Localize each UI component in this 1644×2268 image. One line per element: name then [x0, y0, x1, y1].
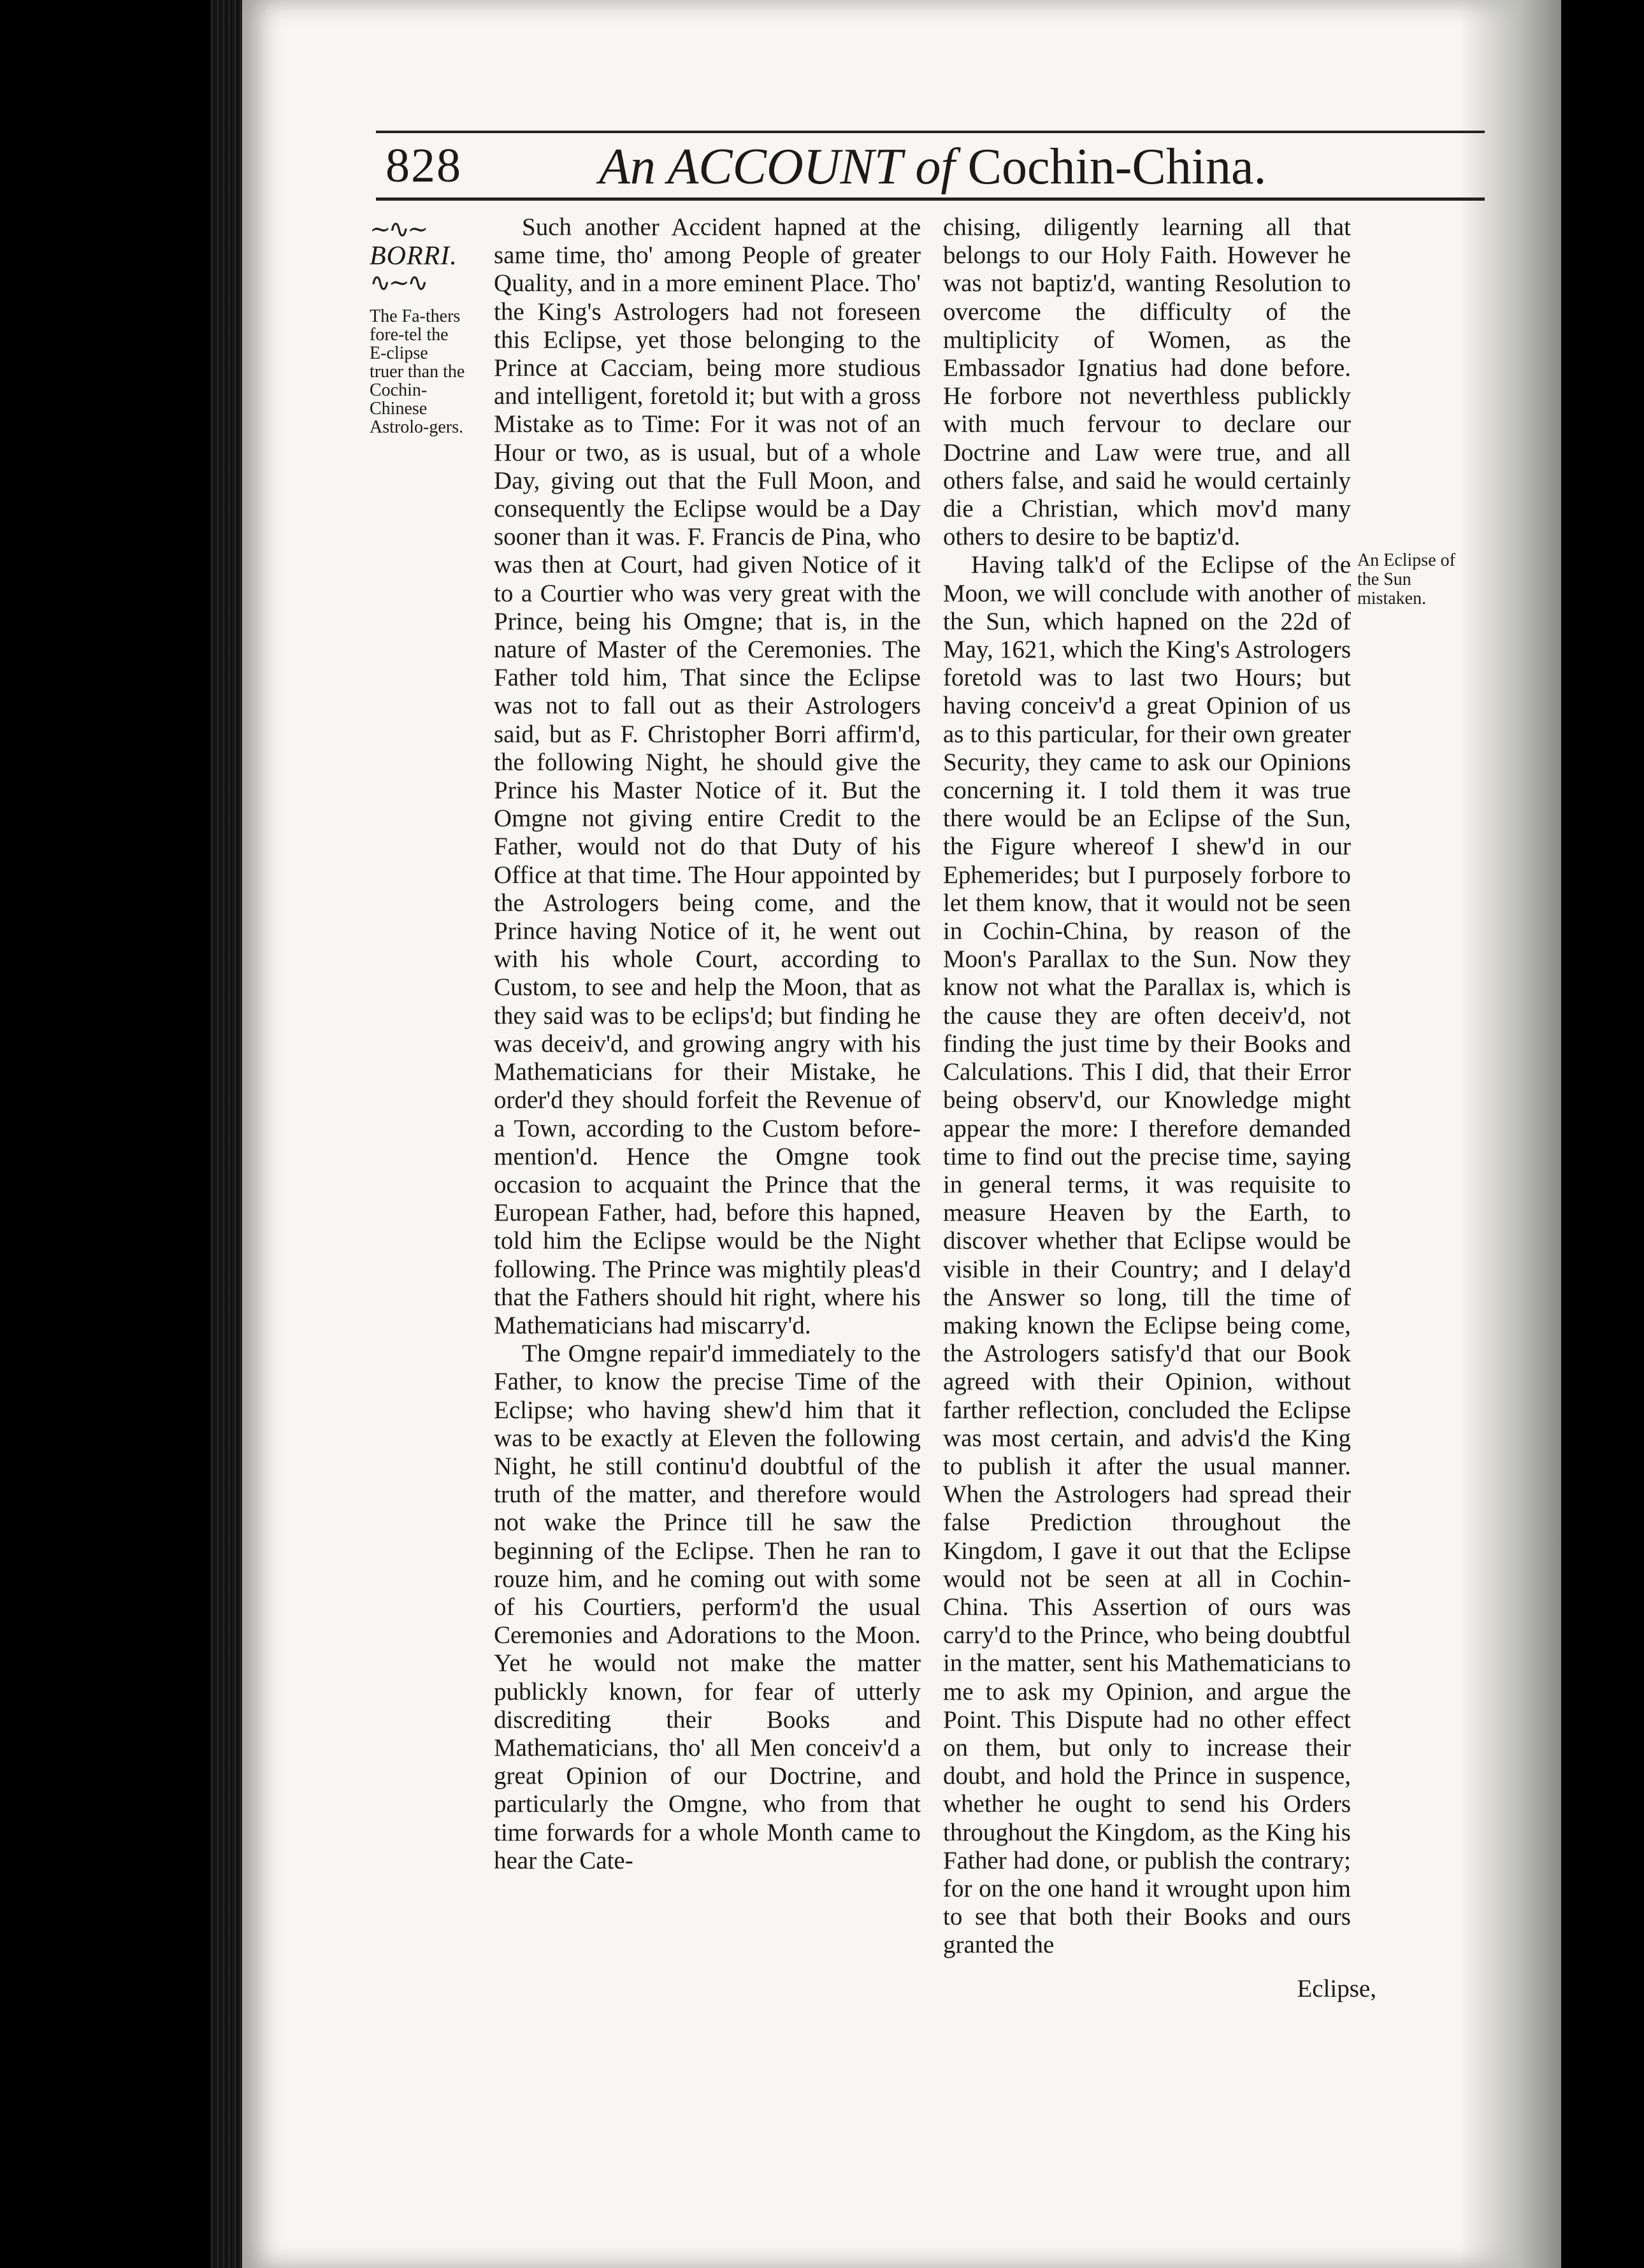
text-column-right [943, 213, 1351, 1960]
margin-author-name: BORRI. [370, 241, 458, 271]
paragraph: Such another Accident hapned at the same time, tho' among People of greater Quality, and in a more eminent Place. Tho' the King's Astrologers had not foreseen this Eclipse, yet those belonging to the Prince at Cacciam, being more studious and intelligent, foretold it; but with a gross Mistake as to Time: For it was not of an Hour or two, as is usual, but of a whole Day, giving out that the Full Moon, and consequently the Eclipse would be a Day sooner than it was. F. Francis de Pina, who was then at Court, had given Notice of it to a Courtier who was very great with the Prince, being his Omgne; that is, in the nature of Master of the Ceremonies. The Father told him, That since the Eclipse was not to fall out as their Astrologers said, but as F. Christopher Borri affirm'd, the following Night, he should give the Prince his Master Notice of it. But the Omgne not giving entire Credit to the Father, would not do that Duty of his Office at that time. The Hour appointed by the Astrologers being come, and the Prince having Notice of it, he went out with his whole Court, according to Custom, to see and help the Moon, that as they said was to be eclips'd; but finding he was deceiv'd, and growing angry with his Mathematicians for their Mistake, he order'd they should forfeit the Revenue of a Town, according to the Custom before-mention'd. Hence the Omgne took occasion to acquaint the Prince that the European Father, had, before this hapned, told him the Eclipse would be the Night following. The Prince was mightily pleas'd that the Fathers should hit right, where his Mathematicians had miscarry'd. [494, 213, 921, 1339]
margin-note-left: The Fa-thers fore-tel the E-clipse truer than the Cochin-Chinese Astrolo-gers. [370, 306, 465, 437]
header-top-rule [376, 131, 1485, 133]
paragraph: The Omgne repair'd immediately to the Father, to know the precise Time of the Eclipse; who having shew'd him that it was to be exactly at Eleven the following Night, he still continu'd doubtful of the truth of the matter, and therefore would not wake the Prince till he saw the beginning of the Eclipse. Then he ran to rouze him, and he coming out with some of his Courtiers, perform'd the usual Ceremonies and Adorations to the Moon. Yet he would not make the matter publickly known, for fear of utterly discrediting their Books and Mathematicians, tho' all Men conceiv'd a great Opinion of our Doctrine, and particularly the Omgne, who from that time forwards for a whole Month came to hear the Cate- [494, 1340, 921, 1874]
text-column-left [494, 213, 921, 1875]
catchword: Eclipse, [1297, 1975, 1376, 2002]
running-title-of: of [915, 139, 955, 195]
page-gutter-shadow [1459, 0, 1561, 2268]
paragraph: chising, diligently learning all that belongs to our Holy Faith. However he was not baptiz'd, wanting Resolution to overcome the difficulty of the multiplicity of Women, as the Embassador Ignatius had done before. He forbore not neverthless publickly with much fervour to declare our Doctrine and Law were true, and all others false, and said he would certainly die a Christian, which mov'd many others to desire to be baptiz'd. [943, 213, 1351, 551]
paragraph: Having talk'd of the Eclipse of the Moon, we will conclude with another of the Sun, which hapned on the 22d of May, 1621, which the King's Astrologers foretold was to last two Hours; but having conceiv'd a great Opinion of us as to this particular, for their own greater Security, they came to ask our Opinions concerning it. I told them it was true there would be an Eclipse of the Sun, the Figure whereof I shew'd in our Ephemerides; but I purposely forbore to let them know, that it would not be seen in Cochin-China, by reason of the Moon's Parallax to the Sun. Now they know not what the Parallax is, which is the cause they are often deceiv'd, not finding the just time by their Books and Calculations. This I did, that their Error being observ'd, our Knowledge might appear the more: I therefore demanded time to find out the precise time, saying in general terms, it was requisite to measure Heaven by the Earth, to discover whether that Eclipse would be visible in their Country; and I delay'd the Answer so long, till the time of making known the Eclipse being come, the Astrologers satisfy'd that our Book agreed with their Opinion, without farther reflection, concluded the Eclipse was most certain, and advis'd the King to publish it after the usual manner. When the Astrologers had spread their false Prediction throughout the Kingdom, I gave it out that the Eclipse would not be seen at all in Cochin-China. This Assertion of ours was carry'd to the Prince, who being doubtful in the matter, sent his Mathematicians to me to ask my Opinion, and argue the Point. This Dispute had no other effect on them, but only to increase their doubt, and hold the Prince in suspence, whether he ought to send his Orders throughout the Kingdom, as the King his Father had done, or publish the contrary; for on the one hand it wrought upon him to see that both their Books and ours granted the [943, 551, 1351, 1959]
header-bottom-rule [376, 197, 1485, 201]
ornament-bottom: ∿∼∿ [370, 270, 426, 296]
book-page [242, 0, 1561, 2268]
running-title-place: Cochin-China. [967, 139, 1267, 195]
margin-note-right: An Eclipse of the Sun mistaken. [1357, 550, 1455, 608]
page-number: 828 [386, 139, 462, 192]
running-title [599, 139, 1478, 195]
left-margin [370, 217, 465, 436]
running-title-prefix: An ACCOUNT [599, 139, 903, 195]
ornament-top: ∼∿∼ [370, 217, 426, 242]
